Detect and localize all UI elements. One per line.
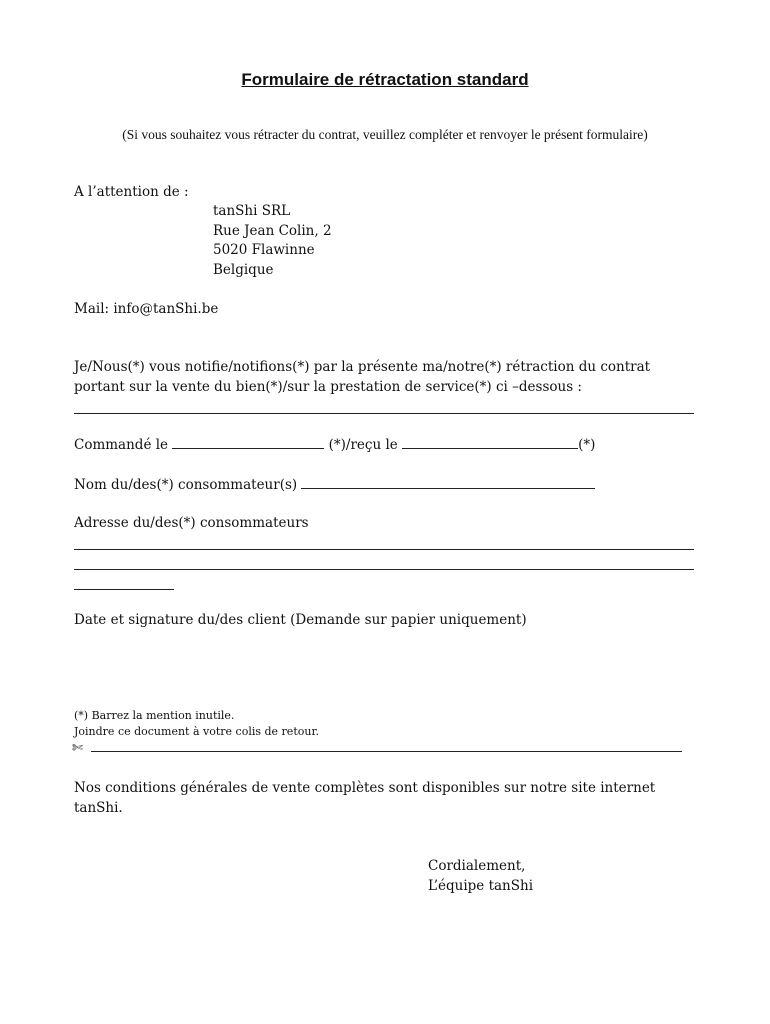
recipient-street: Rue Jean Colin, 2 xyxy=(213,223,332,239)
ordered-date-blank xyxy=(172,437,324,449)
address-blank-line-2 xyxy=(74,569,694,570)
consumer-name-label: Nom du/des(*) consommateur(s) xyxy=(74,477,298,493)
received-suffix: (*) xyxy=(578,437,596,453)
closing-greeting: Cordialement, xyxy=(428,858,526,874)
footnote-attach: Joindre ce document à votre colis de retour. xyxy=(74,725,319,738)
document-subtitle: (Si vous souhaitez vous rétracter du contrat, veuillez compléter et renvoyer le présent formulaire) xyxy=(122,127,648,142)
recipient-city: 5020 Flawinne xyxy=(213,242,315,258)
mail-address: Mail: info@tanShi.be xyxy=(74,301,219,317)
received-label: (*)/reçu le xyxy=(328,437,398,453)
ordered-row xyxy=(74,437,595,453)
address-blank-line-1 xyxy=(74,549,694,550)
recipient-label: A l’attention de : xyxy=(74,184,189,200)
product-blank-line xyxy=(74,413,694,414)
recipient-company: tanShi SRL xyxy=(213,203,291,219)
received-date-blank xyxy=(402,437,578,449)
scissors-icon: ✄ xyxy=(72,741,83,756)
notice-line-2: portant sur la vente du bien(*)/sur la prestation de service(*) ci –dessous : xyxy=(74,379,582,395)
consumer-name-row xyxy=(74,477,595,493)
conditions-line-2: tanShi. xyxy=(74,800,123,816)
cut-line xyxy=(91,751,682,752)
consumer-address-label: Adresse du/des(*) consommateurs xyxy=(74,515,309,531)
consumer-name-blank xyxy=(301,477,595,489)
notice-line-1: Je/Nous(*) vous notifie/notifions(*) par la présente ma/notre(*) rétraction du contrat xyxy=(74,359,651,375)
conditions-line-1: Nos conditions générales de vente complètes sont disponibles sur notre site internet xyxy=(74,780,656,796)
recipient-country: Belgique xyxy=(213,262,274,278)
signature-label: Date et signature du/des client (Demande sur papier uniquement) xyxy=(74,612,527,628)
footnote-strike: (*) Barrez la mention inutile. xyxy=(74,709,235,722)
closing-signature: L’équipe tanShi xyxy=(428,878,534,894)
ordered-label: Commandé le xyxy=(74,437,169,453)
document-title: Formulaire de rétractation standard xyxy=(241,70,529,89)
address-blank-line-3 xyxy=(74,589,174,590)
